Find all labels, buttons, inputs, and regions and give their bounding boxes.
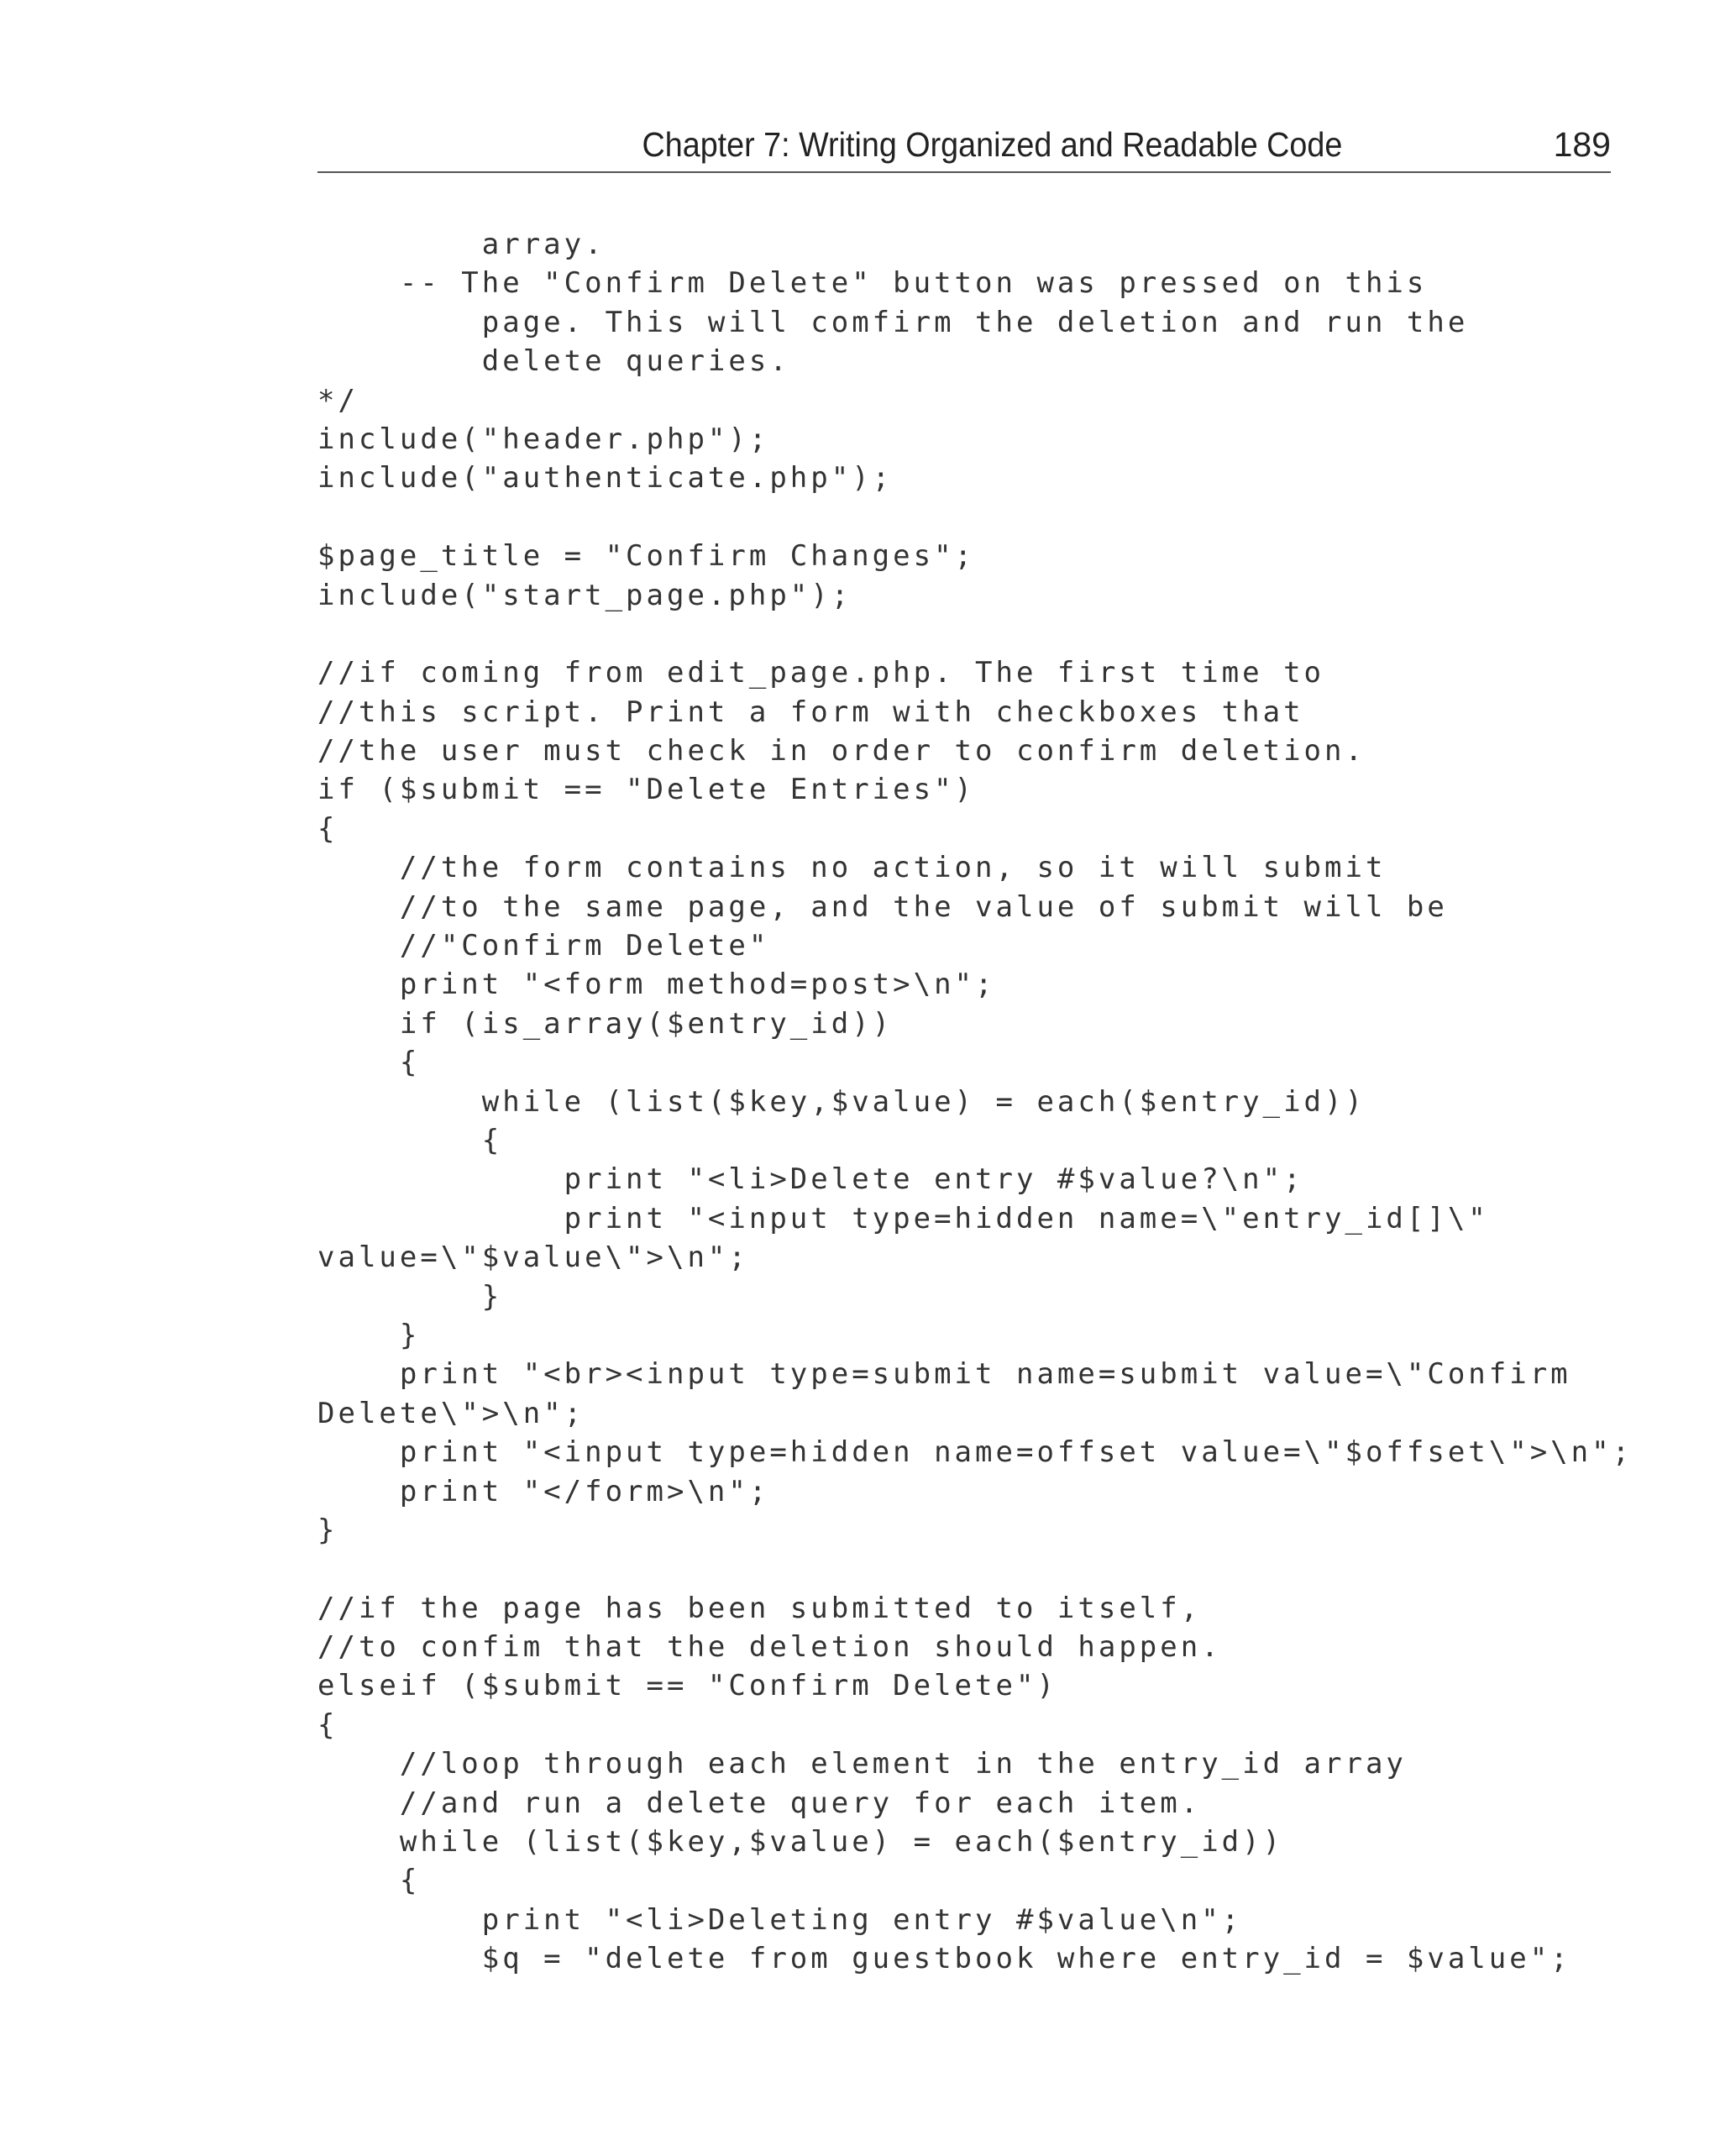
page-number: 189 [1553,125,1611,164]
code-line: array. [317,228,606,261]
code-line: if ($submit == "Delete Entries") [317,773,976,807]
code-line: value=\"$value\">\n"; [317,1241,749,1275]
code-line: $q = "delete from guestbook where entry_id = $value"; [317,1942,1571,1976]
code-line: while (list($key,$value) = each($entry_id)) [317,1084,1366,1119]
code-line: //the user must check in order to confirm deletion. [317,734,1366,769]
code-line: include("header.php"); [317,422,770,456]
code-line: { [317,1123,503,1157]
code-line: //to confim that the deletion should happen. [317,1630,1222,1665]
code-line [317,1550,1633,1588]
code-listing [317,225,1633,1979]
code-line [317,615,1633,653]
code-line: $page_title = "Confirm Changes"; [317,539,976,574]
code-line: //to the same page, and the value of submit will be [317,889,1448,924]
code-line: //this script. Print a form with checkboxes that [317,695,1304,729]
code-line: include("authenticate.php"); [317,461,894,496]
code-line: print "</form>\n"; [317,1474,770,1508]
code-line: print "<input type=hidden name=\"entry_id[]\" [317,1201,1489,1235]
code-line: if (is_array($entry_id)) [317,1006,894,1041]
code-line: } [317,1318,421,1352]
code-line: print "<form method=post>\n"; [317,968,996,1002]
code-line: print "<input type=hidden name=offset value=\"$offset\">\n"; [317,1435,1633,1470]
code-line: elseif ($submit == "Confirm Delete") [317,1669,1057,1703]
code-line: //"Confirm Delete" [317,929,770,963]
code-line: -- The "Confirm Delete" button was pressed on this [317,266,1428,301]
code-line: { [317,1046,421,1080]
code-line [317,498,1633,537]
code-line: print "<li>Deleting entry #$value\n"; [317,1902,1243,1937]
chapter-title: Chapter 7: Writing Organized and Readable Code [642,125,1342,164]
code-line: while (list($key,$value) = each($entry_id)) [317,1825,1284,1860]
code-line: } [317,1513,338,1547]
page-header [317,118,1611,173]
code-line: //if the page has been submitted to itself, [317,1591,1202,1625]
code-line: //and run a delete query for each item. [317,1786,1202,1820]
code-line: //the form contains no action, so it will submit [317,851,1387,885]
code-line: } [317,1279,503,1314]
code-line: delete queries. [317,344,790,379]
code-line: Delete\">\n"; [317,1396,585,1430]
code-line: include("start_page.php"); [317,578,852,612]
code-line: //loop through each element in the entry_id array [317,1747,1407,1781]
code-line: print "<br><input type=submit name=submit value=\"Confirm [317,1357,1571,1392]
code-line: //if coming from edit_page.php. The first time to [317,656,1325,690]
code-line: */ [317,383,359,417]
code-line: print "<li>Delete entry #$value?\n"; [317,1162,1304,1197]
code-line: page. This will comfirm the deletion and run the [317,305,1469,339]
code-line: { [317,1707,338,1742]
code-line: { [317,1864,421,1898]
code-line: { [317,811,338,846]
